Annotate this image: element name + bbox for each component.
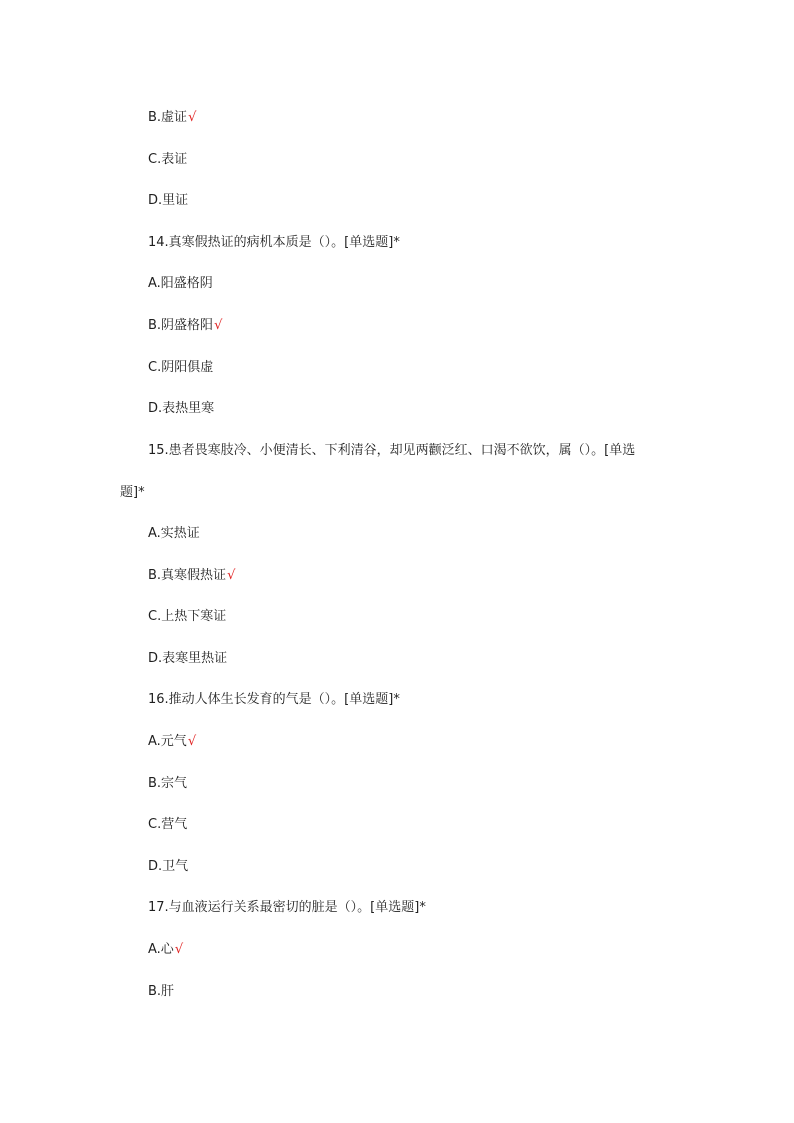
option-c: C.表证 [148,152,188,167]
correct-check-icon: √ [174,942,184,957]
option-b: B.真寒假热证√ [148,568,236,583]
option-d: D.卫气 [148,859,189,874]
question-14: 14.真寒假热证的病机本质是（）。[单选题]* [148,235,400,250]
correct-check-icon: √ [187,734,197,749]
option-c: C.营气 [148,817,188,832]
option-b: B.肝 [148,984,175,999]
question-17: 17.与血液运行关系最密切的脏是（）。[单选题]* [148,900,426,915]
option-c: C.阴阳俱虚 [148,360,214,375]
option-a: A.心√ [148,942,184,957]
option-a: A.阳盛格阴 [148,276,213,291]
option-d: D.里证 [148,193,189,208]
option-c: C.上热下寒证 [148,609,227,624]
option-d: D.表热里寒 [148,401,215,416]
option-a: A.元气√ [148,734,197,749]
question-16: 16.推动人体生长发育的气是（）。[单选题]* [148,692,400,707]
option-b: B.虚证√ [148,110,197,125]
correct-check-icon: √ [214,318,223,333]
question-15-continued: 题]* [120,485,145,500]
option-b: B.阴盛格阳√ [148,318,223,333]
option-b: B.宗气 [148,776,188,791]
question-15: 15.患者畏寒肢冷、小便清长、下利清谷，却见两颧泛红、口渴不欲饮，属（）。[单选 [148,443,636,458]
correct-check-icon: √ [227,568,236,583]
correct-check-icon: √ [188,110,197,125]
option-a: A.实热证 [148,526,200,541]
option-d: D.表寒里热证 [148,651,228,666]
